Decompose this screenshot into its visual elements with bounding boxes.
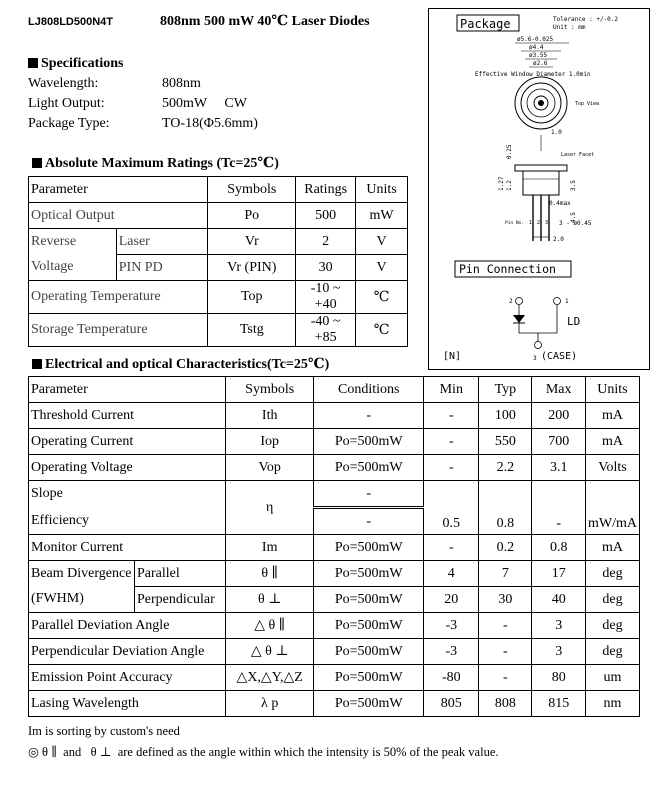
dim-label: ø5.6-0.025 [517, 36, 554, 43]
pin-label: 3 [533, 355, 537, 362]
table-header: Typ [479, 377, 532, 403]
table-cell: mW/mA [585, 481, 639, 535]
table-cell: Ith [226, 403, 314, 429]
table-cell: (FWHM) [29, 587, 135, 613]
table-cell: Slope [29, 481, 226, 508]
dim-label: ø3.55 [529, 52, 548, 59]
table-cell: 100 [479, 403, 532, 429]
table-cell: 808 [479, 691, 532, 717]
table-header: Max [532, 377, 586, 403]
table-cell: Po=500mW [314, 639, 424, 665]
table-cell: 7 [479, 561, 532, 587]
specs-heading: Specifications [28, 56, 123, 72]
table-row [29, 639, 640, 665]
table-cell: 3.1 [532, 455, 586, 481]
pin-label: 2 [509, 298, 513, 305]
table-cell: mA [585, 535, 639, 561]
table-cell: Lasing Wavelength [29, 691, 226, 717]
abs-ratings-table [28, 176, 408, 347]
bullet-square-icon [28, 58, 38, 68]
table-cell: - [532, 481, 586, 535]
spec-value: TO-18(Φ5.6mm) [162, 116, 258, 131]
table-cell: Perpendicular Deviation Angle [29, 639, 226, 665]
table-cell: λ p [226, 691, 314, 717]
unit-text: Unit : mm [553, 24, 586, 31]
table-cell: Emission Point Accuracy [29, 665, 226, 691]
table-cell: Optical Output [29, 203, 208, 229]
table-cell: 700 [532, 429, 586, 455]
table-cell: Po=500mW [314, 665, 424, 691]
table-row [29, 281, 408, 314]
table-row [29, 535, 640, 561]
table-cell: Po=500mW [314, 587, 424, 613]
table-header: Symbols [226, 377, 314, 403]
table-cell: 805 [424, 691, 479, 717]
table-row [29, 665, 640, 691]
table-cell: mA [585, 429, 639, 455]
table-cell: Volts [585, 455, 639, 481]
table-cell: 0.8 [479, 481, 532, 535]
table-cell: 0.5 [424, 481, 479, 535]
ld-label: LD [567, 315, 581, 328]
table-cell: 17 [532, 561, 586, 587]
bullet-square-icon [32, 359, 42, 369]
table-cell: Po=500mW [314, 429, 424, 455]
package-diagram [429, 9, 649, 369]
table-cell: 40 [532, 587, 586, 613]
spec-value: 808nm [162, 76, 201, 91]
dim-label: 3.5 [570, 180, 577, 191]
table-cell: - [314, 508, 424, 535]
table-cell: 3 [532, 613, 586, 639]
table-cell: Operating Voltage [29, 455, 226, 481]
table-cell: θ ⊥ [226, 587, 314, 613]
table-cell: - [479, 613, 532, 639]
table-cell: Po=500mW [314, 561, 424, 587]
table-row [29, 429, 640, 455]
pin-number: 1 [529, 220, 533, 226]
dim-label: 1.27 [498, 176, 505, 191]
table-cell: △ θ ⊥ [226, 639, 314, 665]
bullet-square-icon [32, 158, 42, 168]
abs-ratings-heading: Absolute Maximum Ratings (Tc=25℃) [32, 155, 279, 172]
table-cell: - [314, 403, 424, 429]
footnote: Im is sorting by custom's need [28, 724, 180, 738]
table-cell: △ θ ∥ [226, 613, 314, 639]
dim-label: 1.0 [551, 129, 562, 136]
table-cell: Storage Temperature [29, 314, 208, 347]
table-header: Parameter [29, 377, 226, 403]
package-title: Package [460, 17, 511, 31]
table-header-row [29, 377, 640, 403]
table-cell: Monitor Current [29, 535, 226, 561]
table-row [29, 403, 640, 429]
table-header: Units [585, 377, 639, 403]
table-cell: Top [208, 281, 296, 314]
table-cell: Po=500mW [314, 613, 424, 639]
laser-facet-label: Laser Facet [561, 152, 595, 158]
table-cell: Threshold Current [29, 403, 226, 429]
dim-label: 4.5 [570, 212, 577, 223]
table-row [29, 203, 408, 229]
table-row [29, 613, 640, 639]
table-cell: θ ∥ [226, 561, 314, 587]
laser-diode-icon [513, 315, 525, 323]
table-cell: ℃ [356, 281, 408, 314]
spec-label: Light Output: [28, 96, 105, 111]
table-cell: Perpendicular [135, 587, 226, 613]
top-view-label: Top View [575, 101, 600, 107]
table-cell: 550 [479, 429, 532, 455]
table-cell: PIN PD [116, 255, 208, 281]
table-cell: 2 [296, 229, 356, 255]
table-cell: 80 [532, 665, 586, 691]
table-cell: -3 [424, 639, 479, 665]
tolerance-text: Tolerance : +/-0.2 [553, 16, 619, 23]
table-cell: Beam Divergence [29, 561, 135, 587]
table-header-row [29, 177, 408, 203]
table-row [29, 561, 640, 587]
table-cell: V [356, 255, 408, 281]
table-cell: 20 [424, 587, 479, 613]
table-cell: 2.2 [479, 455, 532, 481]
dim-label: ø4.4 [529, 44, 544, 51]
table-cell: mW [356, 203, 408, 229]
dim-label: ø2.6 [533, 60, 548, 67]
table-cell: 0.8 [532, 535, 586, 561]
dim-label: 0.4max [549, 200, 571, 207]
table-row [29, 481, 640, 508]
table-cell: Vr (PIN) [208, 255, 296, 281]
case-label: (CASE) [541, 351, 578, 362]
table-cell: nm [585, 691, 639, 717]
table-cell: Parallel Deviation Angle [29, 613, 226, 639]
table-cell: Po=500mW [314, 691, 424, 717]
table-header: Conditions [314, 377, 424, 403]
elec-table [28, 376, 640, 717]
table-cell: Vop [226, 455, 314, 481]
table-cell: - [479, 639, 532, 665]
table-cell: 500 [296, 203, 356, 229]
table-header: Units [356, 177, 408, 203]
table-row [29, 587, 640, 613]
table-row [29, 255, 408, 281]
table-cell: Operating Current [29, 429, 226, 455]
table-cell: -3 [424, 613, 479, 639]
table-cell: - [479, 665, 532, 691]
table-cell: 3 [532, 639, 586, 665]
table-cell: V [356, 229, 408, 255]
table-cell: -40 ~ +85 [296, 314, 356, 347]
table-cell: 30 [296, 255, 356, 281]
pin-label: 1 [565, 298, 569, 305]
table-cell: Tstg [208, 314, 296, 347]
table-cell: ℃ [356, 314, 408, 347]
effective-window-label: Effective Window Diameter 1.0min [475, 71, 591, 78]
table-cell: 30 [479, 587, 532, 613]
table-cell: Efficiency [29, 508, 226, 535]
table-header: Min [424, 377, 479, 403]
n-label: [N] [443, 351, 462, 362]
spec-label: Package Type: [28, 116, 110, 131]
table-cell: - [424, 455, 479, 481]
spec-value: 500mW CW [162, 96, 247, 111]
table-cell: mA [585, 403, 639, 429]
package-drawing [428, 8, 650, 370]
table-cell: um [585, 665, 639, 691]
table-cell: - [314, 481, 424, 508]
dim-label: 1.2 [506, 180, 513, 191]
pin-number: 3 [545, 220, 549, 226]
footnote: ◎ θ ∥ and θ ⊥ are defined as the angle within which the intensity is 50% of the peak value. [28, 745, 499, 759]
table-cell: 4 [424, 561, 479, 587]
table-cell: -80 [424, 665, 479, 691]
table-cell: Po=500mW [314, 455, 424, 481]
spec-label: Wavelength: [28, 76, 99, 91]
table-cell: Operating Temperature [29, 281, 208, 314]
table-cell: - [424, 429, 479, 455]
elec-heading: Electrical and optical Characteristics(Tc=25℃) [32, 356, 329, 373]
pin-number: 2 [537, 220, 541, 226]
part-number: LJ808LD500N4T [28, 16, 113, 28]
table-header: Ratings [296, 177, 356, 203]
table-cell: - [424, 535, 479, 561]
dim-label: 0.25 [506, 144, 513, 159]
table-cell: Iop [226, 429, 314, 455]
table-cell: △X,△Y,△Z [226, 665, 314, 691]
table-cell: -10 ~ +40 [296, 281, 356, 314]
table-header: Symbols [208, 177, 296, 203]
table-row [29, 314, 408, 347]
table-cell: 200 [532, 403, 586, 429]
page-title: 808nm 500 mW 40℃ Laser Diodes [160, 14, 370, 29]
table-cell: Po=500mW [314, 535, 424, 561]
table-cell: Voltage [29, 255, 117, 281]
table-row [29, 455, 640, 481]
table-cell: deg [585, 639, 639, 665]
table-cell: 0.2 [479, 535, 532, 561]
table-cell: 815 [532, 691, 586, 717]
table-row [29, 691, 640, 717]
table-cell: deg [585, 561, 639, 587]
dim-label: 3 - ø0.45 [559, 220, 592, 227]
table-cell: - [424, 403, 479, 429]
pin-no-label: Pin No. [505, 221, 524, 226]
dim-label: 2.0 [553, 236, 564, 243]
pin-connection-title: Pin Connection [459, 262, 556, 276]
table-cell: Reverse [29, 229, 117, 255]
table-row [29, 229, 408, 255]
table-cell: deg [585, 613, 639, 639]
table-cell: Vr [208, 229, 296, 255]
table-cell: Parallel [135, 561, 226, 587]
table-header: Parameter [29, 177, 208, 203]
table-cell: deg [585, 587, 639, 613]
table-cell: Laser [116, 229, 208, 255]
table-cell: Im [226, 535, 314, 561]
table-cell: η [226, 481, 314, 535]
table-cell: Po [208, 203, 296, 229]
